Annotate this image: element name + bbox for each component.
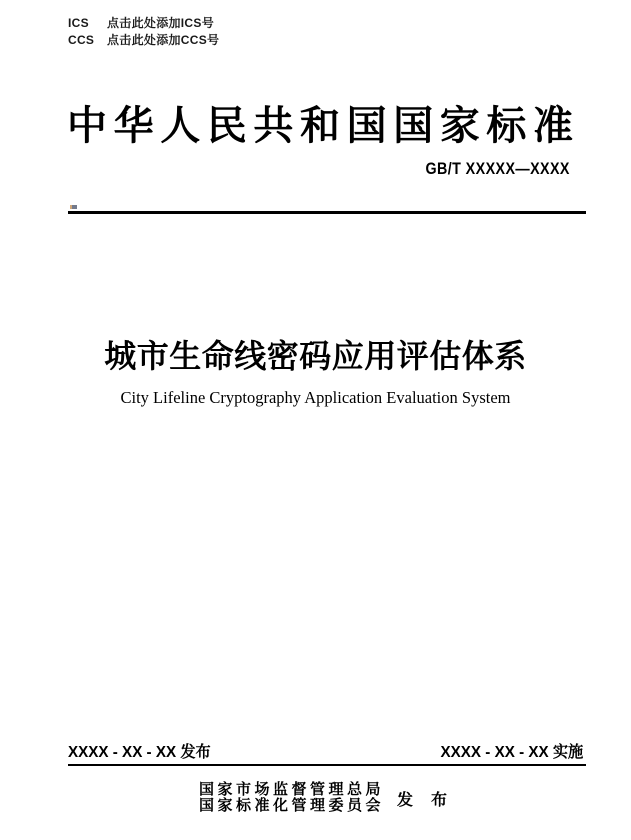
ics-label: ICS (68, 16, 89, 30)
ccs-label: CCS (68, 33, 95, 47)
publisher-line-1: 国家市场监督管理总局 (198, 782, 384, 798)
publisher-block (0, 783, 631, 814)
ccs-placeholder-text[interactable]: 点击此处添加CCS号 (107, 33, 220, 47)
document-title-en: City Lifeline Cryptography Application Evaluation System (120, 388, 511, 407)
header-rule (68, 211, 586, 214)
ics-placeholder-text[interactable]: 点击此处添加ICS号 (107, 16, 215, 30)
ics-placeholder-line[interactable] (68, 15, 219, 32)
issue-date: XXXX - XX - XX 发布 (68, 744, 211, 761)
gb-logo (414, 14, 572, 96)
publisher-names (199, 783, 384, 814)
document-title-zh: 城市生命线密码应用评估体系 (104, 338, 527, 374)
ics-ccs-block (68, 15, 219, 49)
date-row (68, 739, 583, 762)
national-standard-title: 中华人民共和国国家标准 (67, 103, 575, 148)
ccs-placeholder-line[interactable] (68, 32, 219, 49)
publisher-line-2: 国家标准化管理委员会 (198, 797, 384, 814)
standard-number: GB/T XXXXX—XXXX (425, 159, 570, 178)
implementation-date: XXXX - XX - XX 实施 (440, 744, 583, 761)
field-anchor-mark (70, 205, 77, 209)
footer-rule (68, 764, 586, 766)
publish-label: 发 布 (397, 792, 455, 809)
publisher-group (199, 783, 454, 814)
